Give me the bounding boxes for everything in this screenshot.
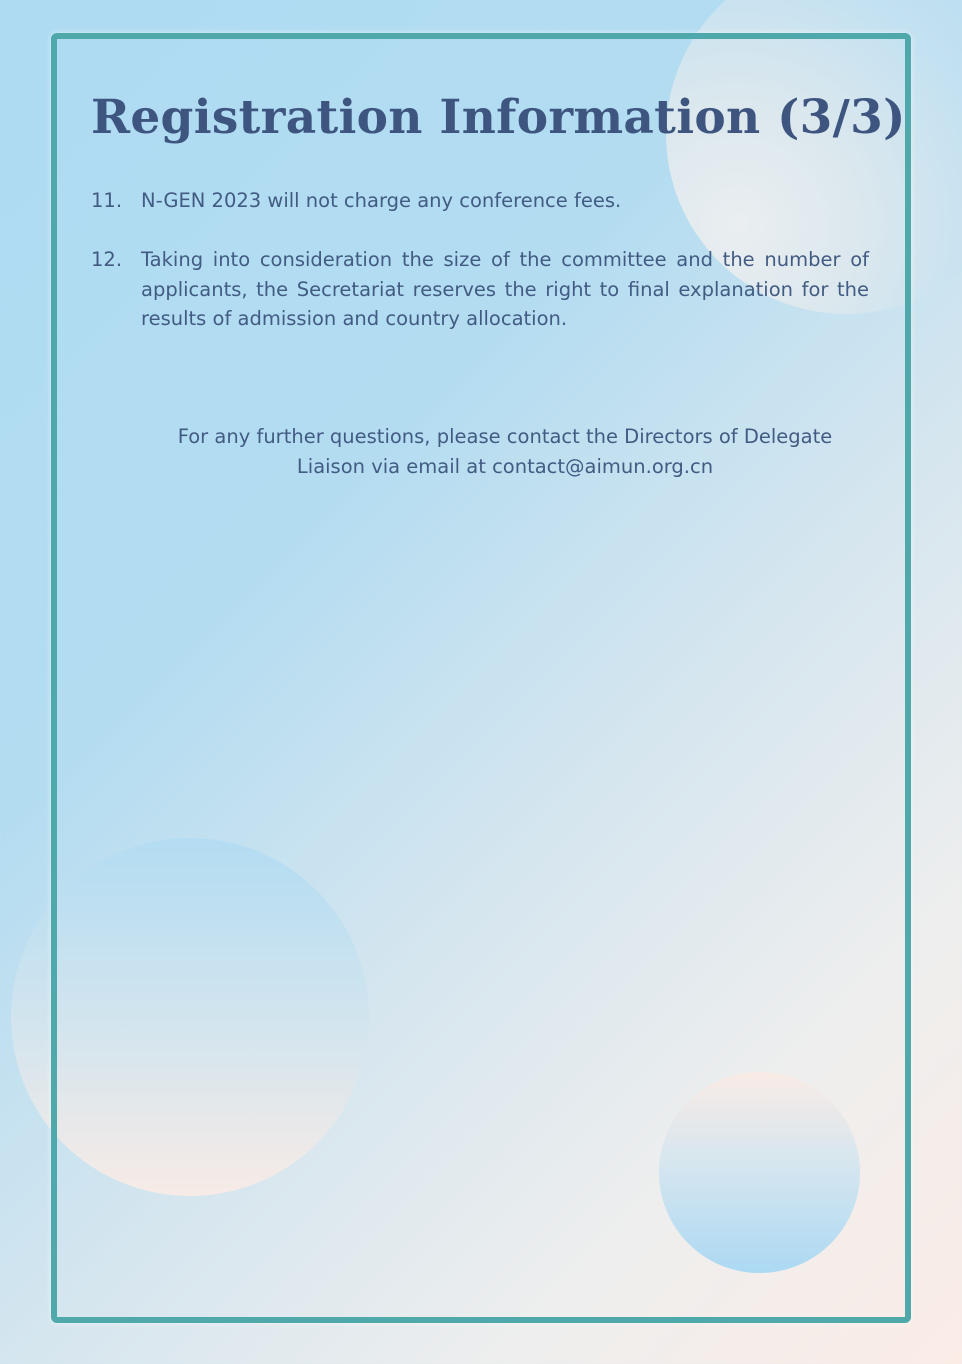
list-item — [91, 186, 869, 216]
list-item — [91, 245, 869, 334]
list-item-number: 11. — [91, 189, 123, 212]
contact-note-line-1: For any further questions, please contact the Directors of Delegate — [177, 425, 833, 448]
page-title: Registration Information (3/3) — [91, 90, 906, 145]
list-item-text: N-GEN 2023 will not charge any conference fees. — [141, 189, 622, 212]
list-item-number: 12. — [91, 248, 123, 271]
list-item-text: Taking into consideration the size of the committee and the number of applicants, the Secretariat reserves the right to final explanation for the results of admission and country allocation. — [141, 248, 869, 330]
contact-note — [140, 422, 870, 481]
page-border-frame — [51, 33, 911, 1323]
contact-note-line-2: Liaison via email at contact@aimun.org.cn — [296, 454, 714, 478]
